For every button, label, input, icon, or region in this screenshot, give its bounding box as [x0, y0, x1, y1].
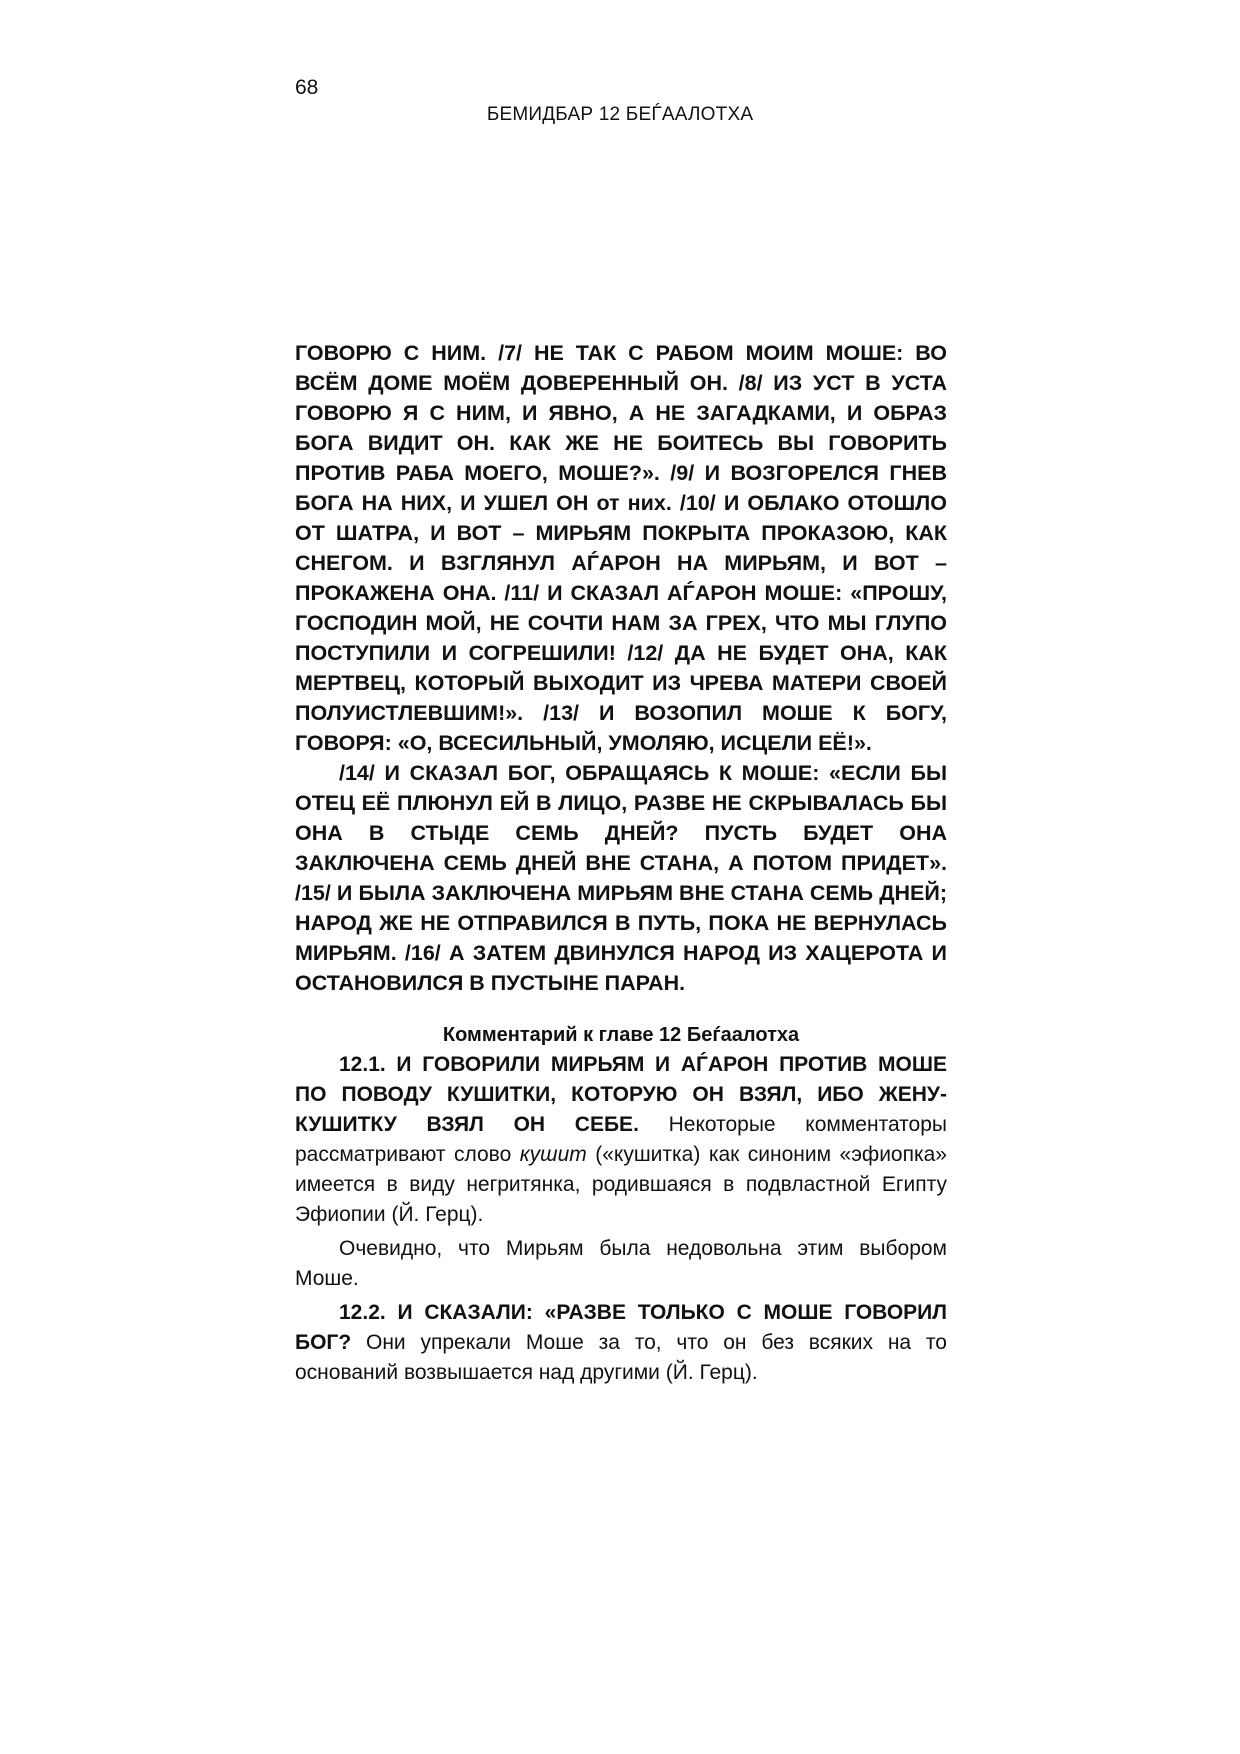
- commentary-text: Некоторые комментаторы рассматривают слово: [295, 1113, 948, 1166]
- scripture-text: [295, 338, 947, 998]
- scripture-paragraph: /14/ И СКАЗАЛ БОГ, ОБРАЩАЯСЬ К МОШЕ: «ЕСЛИ БЫ ОТЕЦ ЕЁ ПЛЮНУЛ ЕЙ В ЛИЦО, РАЗВЕ НЕ СКРЫВАЛАСЬ БЫ ОНА В СТЫДЕ СЕМЬ ДНЕЙ? ПУСТЬ БУДЕТ ОНА ЗАКЛЮЧЕНА СЕМЬ ДНЕЙ ВНЕ СТАНА, А ПОТОМ ПРИДЕТ». /15/ И БЫЛА ЗАКЛЮЧЕНА МИРЬЯМ ВНЕ СТАНА СЕМЬ ДНЕЙ; НАРОД ЖЕ НЕ ОТПРАВИЛСЯ В ПУТЬ, ПОКА НЕ ВЕРНУЛАСЬ МИРЬЯМ. /16/ А ЗАТЕМ ДВИНУЛСЯ НАРОД ИЗ ХАЦЕРОТА И ОСТАНОВИЛСЯ В ПУСТЫНЕ ПАРАН.: [295, 761, 947, 995]
- commentary-paragraph: [295, 1298, 947, 1388]
- commentary-lemma: 12.1. И ГОВОРИЛИ МИРЬЯМ И АЃАРОН ПРОТИВ МОШЕ ПО ПОВОДУ КУШИТКИ, КОТОРУЮ ОН ВЗЯЛ, ИБО ЖЕНУ-КУШИТКУ ВЗЯЛ ОН СЕБЕ.: [295, 1053, 947, 1136]
- commentary-section: [295, 1020, 947, 1388]
- commentary-text: Очевидно, что Мирьям была недовольна этим выбором Моше.: [295, 1237, 947, 1290]
- commentary-text: («кушитка) как синоним «эфиопка» имеется в виду негритянка, родившаяся в подвластной Египту Эфиопии (Й. Герц).: [295, 1143, 947, 1226]
- commentary-paragraph: [295, 1050, 947, 1230]
- page-body: [295, 338, 947, 1388]
- running-header: БЕМИДБАР 12 БЕЃААЛОТХА: [486, 104, 754, 125]
- commentary-lemma: 12.2. И СКАЗАЛИ: «РАЗВЕ ТОЛЬКО С МОШЕ ГОВОРИЛ БОГ?: [295, 1301, 947, 1354]
- commentary-text: Они упрекали Моше за то, что он без всяких на то оснований возвышается над другими (Й. Герц).: [295, 1331, 947, 1384]
- page-number: 68: [295, 76, 319, 99]
- commentary-term: кушит: [519, 1143, 587, 1166]
- commentary-paragraph: [295, 1234, 947, 1294]
- commentary-heading: Комментарий к главе 12 Беѓаалотха: [442, 1024, 800, 1046]
- scripture-paragraph: ГОВОРЮ С НИМ. /7/ НЕ ТАК С РАБОМ МОИМ МОШЕ: ВО ВСЁМ ДОМЕ МОЁМ ДОВЕРЕННЫЙ ОН. /8/ ИЗ УСТ В УСТА ГОВОРЮ Я С НИМ, И ЯВНО, А НЕ ЗАГАДКАМИ, И ОБРАЗ БОГА ВИДИТ ОН. КАК ЖЕ НЕ БОИТЕСЬ ВЫ ГОВОРИТЬ ПРОТИВ РАБА МОЕГО, МОШЕ?». /9/ И ВОЗГОРЕЛСЯ ГНЕВ БОГА НА НИХ, И УШЕЛ ОН от них. /10/ И ОБЛАКО ОТОШЛО ОТ ШАТРА, И ВОТ – МИРЬЯМ ПОКРЫТА ПРОКАЗОЮ, КАК СНЕГОМ. И ВЗГЛЯНУЛ АЃАРОН НА МИРЬЯМ, И ВОТ – ПРОКАЖЕНА ОНА. /11/ И СКАЗАЛ АЃАРОН МОШЕ: «ПРОШУ, ГОСПОДИН МОЙ, НЕ СОЧТИ НАМ ЗА ГРЕХ, ЧТО МЫ ГЛУПО ПОСТУПИЛИ И СОГРЕШИЛИ! /12/ ДА НЕ БУДЕТ ОНА, КАК МЕРТВЕЦ, КОТОРЫЙ ВЫХОДИТ ИЗ ЧРЕВА МАТЕРИ СВОЕЙ ПОЛУИСТЛЕВШИМ!». /13/ И ВОЗОПИЛ МОШЕ К БОГУ, ГОВОРЯ: «О, ВСЕСИЛЬНЫЙ, УМОЛЯЮ, ИСЦЕЛИ ЕЁ!».: [295, 341, 947, 755]
